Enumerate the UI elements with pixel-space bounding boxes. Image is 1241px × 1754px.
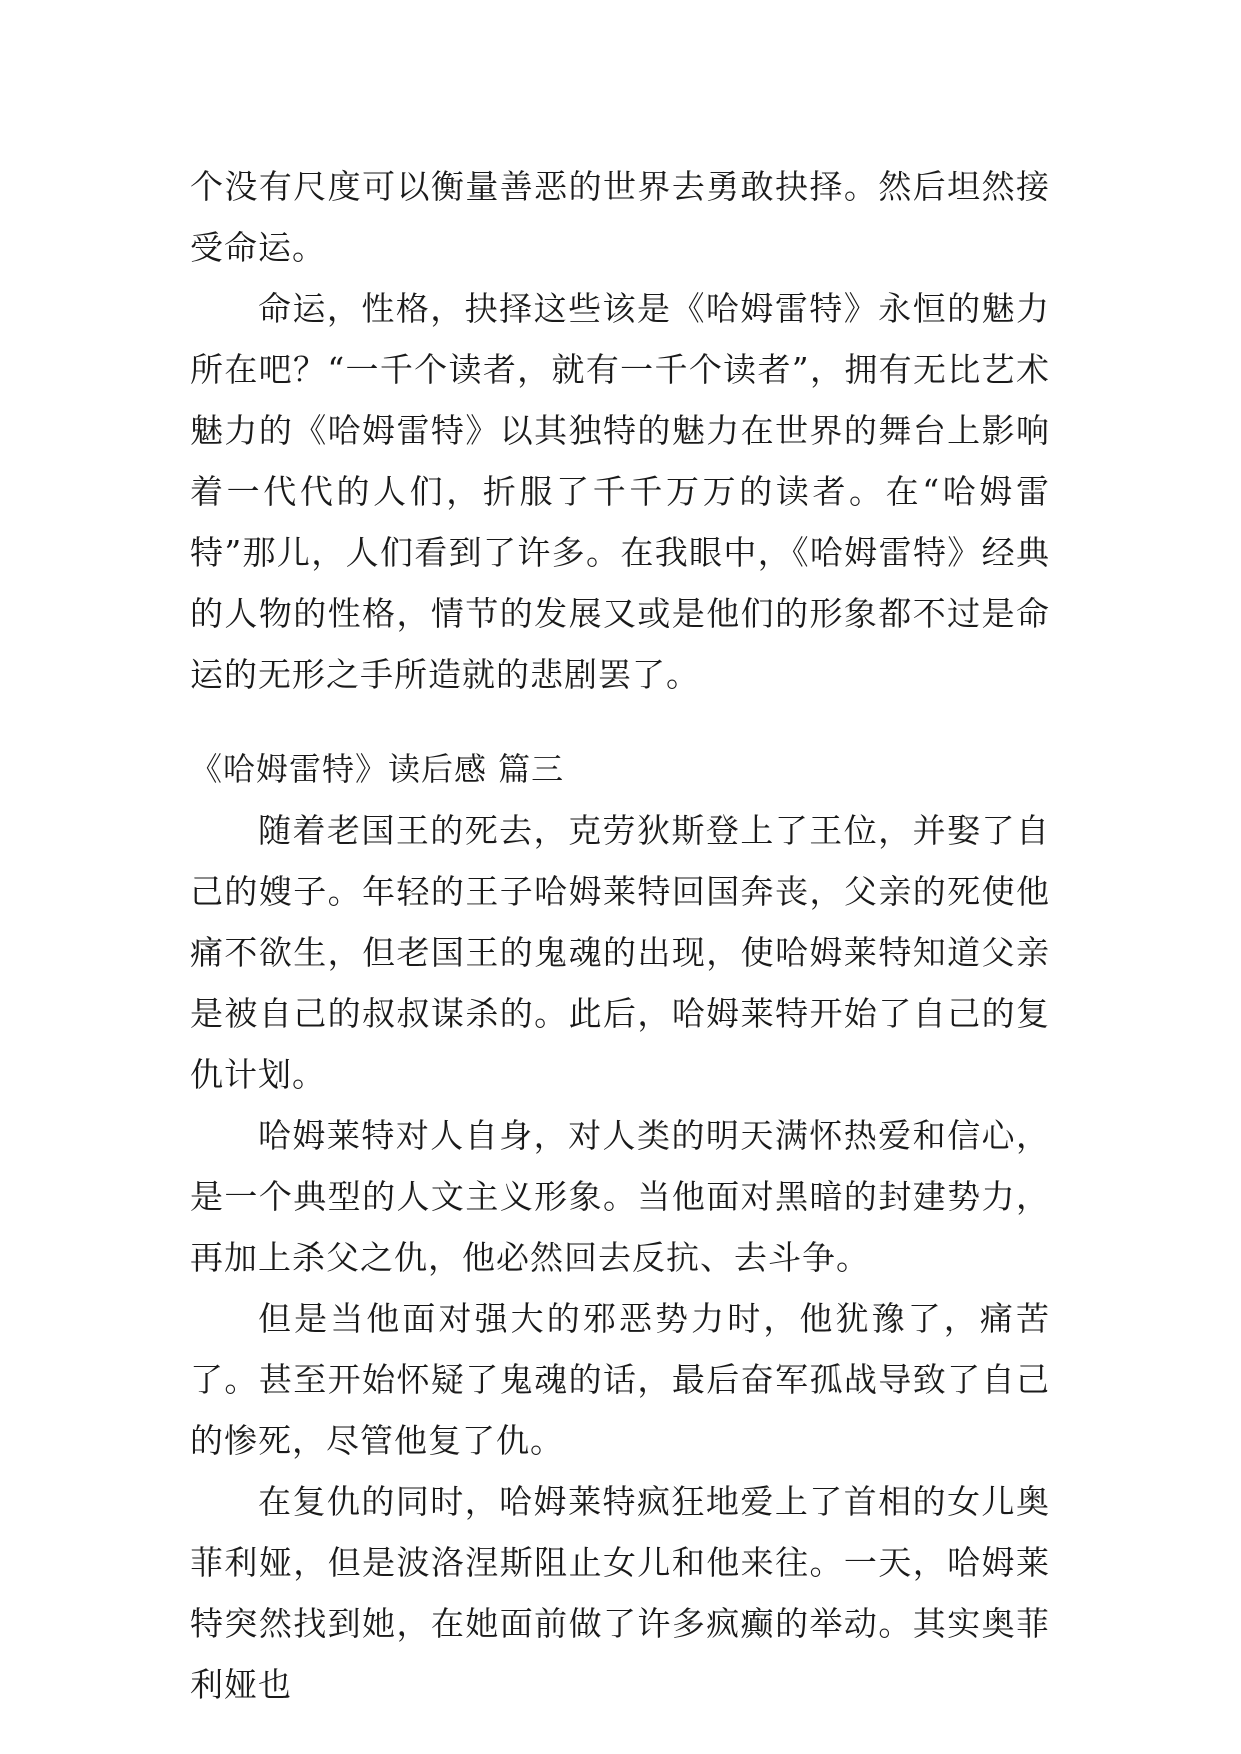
paragraph-hesitation: 但是当他面对强大的邪恶势力时，他犹豫了，痛苦了。甚至开始怀疑了鬼魂的话，最后奋军孤战导致了自己的惨死，尽管他复了仇。 <box>190 1299 1050 1460</box>
paragraph-humanist-image: 哈姆莱特对人自身，对人类的明天满怀热爱和信心，是一个典型的人文主义形象。当他面对黑暗的封建势力，再加上杀父之仇，他必然回去反抗、去斗争。 <box>190 1116 1050 1277</box>
top-text-block <box>190 156 1050 705</box>
paragraph-story-intro: 随着老国王的死去，克劳狄斯登上了王位，并娶了自己的嫂子。年轻的王子哈姆莱特回国奔丧，父亲的死使他痛不欲生，但老国王的鬼魂的出现，使哈姆莱特知道父亲是被自己的叔叔谋杀的。此后，哈姆莱特开始了自己的复仇计划。 <box>190 811 1050 1094</box>
paragraph-continuation: 个没有尺度可以衡量善恶的世界去勇敢抉择。然后坦然接受命运。 <box>190 167 1050 267</box>
paragraph-fate-character-choice: 命运，性格，抉择这些该是《哈姆雷特》永恒的魅力所在吧？“一千个读者，就有一千个读者”，拥有无比艺术魅力的《哈姆雷特》以其独特的魅力在世界的舞台上影响着一代代的人们，折服了千千万万的读者。在“哈姆雷特”那儿，人们看到了许多。在我眼中，《哈姆雷特》经典的人物的性格，情节的发展又或是他们的形象都不过是命运的无形之手所造就的悲剧罢了。 <box>190 289 1050 694</box>
bottom-text-block <box>190 739 1050 1715</box>
paragraph-ophelia: 在复仇的同时，哈姆莱特疯狂地爱上了首相的女儿奥菲利娅，但是波洛涅斯阻止女儿和他来往。一天，哈姆莱特突然找到她，在她面前做了许多疯癫的举动。其实奥菲利娅也 <box>190 1482 1050 1704</box>
section-heading: 《哈姆雷特》读后感 篇三 <box>190 750 565 788</box>
